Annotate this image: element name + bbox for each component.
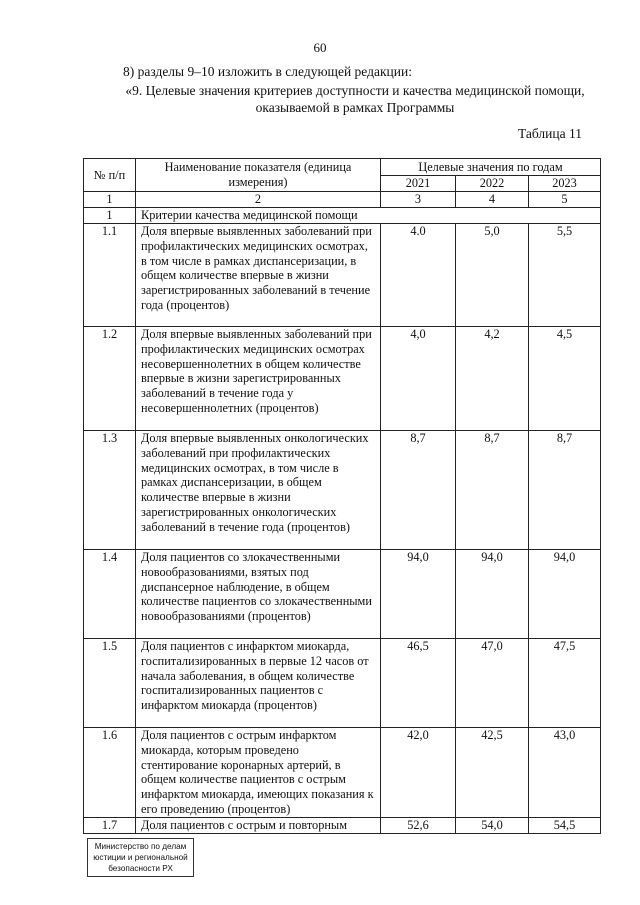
value-2021: 42,0 — [381, 728, 456, 818]
criteria-table — [83, 158, 601, 834]
value-2022: 42,5 — [456, 728, 529, 818]
header-num: № п/п — [84, 159, 136, 192]
indicator-name: Доля пациентов с острым инфарктом миокарда, которым проведено стентирование коронарных артерий, в общем количестве пациентов с острым инфарктом миокарда, имеющих показания к его проведению (процентов) — [136, 728, 381, 818]
indicator-name: Доля впервые выявленных заболеваний при профилактических медицинских осмотрах несовершеннолетних в общем количестве впервые в жизни зарегистрированных заболеваний в течение года у несовершеннолетних (процентов) — [136, 327, 381, 431]
value-2022: 47,0 — [456, 639, 529, 728]
value-2023: 8,7 — [529, 431, 601, 550]
row-number: 1.2 — [84, 327, 136, 431]
row-number: 1.6 — [84, 728, 136, 818]
value-2021: 4.0 — [381, 224, 456, 327]
indicator-name: Доля впервые выявленных онкологических заболеваний при профилактических медицинских осмотрах, в том числе в рамках диспансеризации, в общем количестве впервые в жизни зарегистрированных онкологических заболеваний в течение года (процентов) — [136, 431, 381, 550]
value-2021: 4,0 — [381, 327, 456, 431]
column-number: 5 — [529, 192, 601, 208]
column-number: 4 — [456, 192, 529, 208]
table-row — [84, 224, 601, 327]
row-number: 1.4 — [84, 550, 136, 639]
value-2021: 94,0 — [381, 550, 456, 639]
section-row — [84, 208, 601, 224]
column-number: 3 — [381, 192, 456, 208]
column-number: 1 — [84, 192, 136, 208]
header-target: Целевые значения по годам — [381, 159, 601, 176]
value-2021: 8,7 — [381, 431, 456, 550]
value-2023: 5,5 — [529, 224, 601, 327]
header-year: 2021 — [381, 176, 456, 192]
amendment-intro: 8) разделы 9–10 изложить в следующей редакции: — [123, 64, 412, 79]
page-number: 60 — [313, 40, 327, 55]
value-2023: 43,0 — [529, 728, 601, 818]
value-2022: 94,0 — [456, 550, 529, 639]
table-row — [84, 639, 601, 728]
value-2021: 46,5 — [381, 639, 456, 728]
section-number: 1 — [84, 208, 136, 224]
row-number: 1.5 — [84, 639, 136, 728]
table-row — [84, 431, 601, 550]
column-number: 2 — [136, 192, 381, 208]
value-2022: 5,0 — [456, 224, 529, 327]
value-2022: 4,2 — [456, 327, 529, 431]
header-year: 2022 — [456, 176, 529, 192]
value-2023: 4,5 — [529, 327, 601, 431]
table-caption: Таблица 11 — [518, 126, 582, 141]
table-row — [84, 550, 601, 639]
indicator-name: Доля пациентов со злокачественными новообразованиями, взятых под диспансерное наблюдение, в общем количестве пациентов со злокачественными новообразованиями (процентов) — [136, 550, 381, 639]
table-row — [84, 728, 601, 818]
value-2023: 47,5 — [529, 639, 601, 728]
value-2023: 54,5 — [529, 817, 601, 833]
value-2022: 8,7 — [456, 431, 529, 550]
row-number: 1.1 — [84, 224, 136, 327]
indicator-name: Доля впервые выявленных заболеваний при профилактических медицинских осмотрах, в том числе в рамках диспансеризации, в общем количестве впервые в жизни зарегистрированных заболеваний в течение года (процентов) — [136, 224, 381, 327]
indicator-name: Доля пациентов с острым и повторным — [136, 817, 381, 833]
value-2021: 52,6 — [381, 817, 456, 833]
section-title: Критерии качества медицинской помощи — [136, 208, 601, 224]
table-row — [84, 327, 601, 431]
value-2022: 54,0 — [456, 817, 529, 833]
header-year: 2023 — [529, 176, 601, 192]
table-row — [84, 817, 601, 833]
row-number: 1.7 — [84, 817, 136, 833]
header-name: Наименование показателя (единица измерения) — [136, 159, 381, 192]
row-number: 1.3 — [84, 431, 136, 550]
value-2023: 94,0 — [529, 550, 601, 639]
section-heading: «9. Целевые значения критериев доступности и качества медицинской помощи, оказываемой в рамках Программы — [125, 83, 585, 115]
indicator-name: Доля пациентов с инфарктом миокарда, госпитализированных в первые 12 часов от начала заболевания, в общем количестве госпитализированных пациентов с инфарктом миокарда (процентов) — [136, 639, 381, 728]
ministry-stamp: Министерство по делам юстиции и региональной безопасности РХ — [87, 838, 194, 877]
